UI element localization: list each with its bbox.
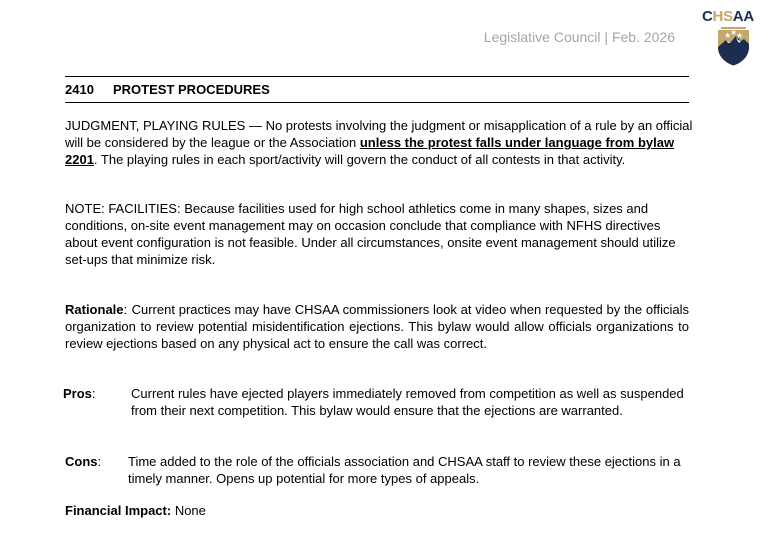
pros-text: Current rules have ejected players immediately removed from competition as well as suspended from their next competition. This bylaw would ensure that the ejections are warranted.: [131, 386, 684, 418]
bylaw-2201-emphasis: unless the protest falls under language from bylaw 2201: [65, 135, 675, 167]
section-heading: [65, 82, 270, 97]
financial-impact-label: Financial Impact:: [65, 503, 172, 518]
svg-text:★: ★: [724, 31, 732, 40]
cons-text: Time added to the role of the officials association and CHSAA staff to review these ejections in a timely manner. Opens up potential for more types of appeals.: [128, 454, 681, 486]
rationale-text: Current practices may have CHSAA commissioners look at video when requested by the officials organization to review potential misidentification ejections. This bylaw would allow officials organizations to review ejections based on any physical act to ensure the call was correct.: [65, 302, 689, 351]
rationale-label: Rationale:: [65, 302, 128, 317]
document-header: Legislative Council | Feb. 2026: [483, 29, 675, 45]
pros-label: Pros:: [63, 386, 96, 401]
svg-text:★: ★: [730, 28, 738, 37]
section-rule-bottom: [65, 102, 689, 103]
section-rule-top: [65, 76, 689, 77]
chsaa-shield-mountain-stars-icon: [717, 27, 750, 66]
judgment-paragraph: JUDGMENT, PLAYING RULES — No protests involving the judgment or misapplication of a rule by an official will be considered by the league or the Association unless the protest falls under language from bylaw 2201. The playing rules in each sport/activity will govern the conduct of all contests in that activity.: [65, 118, 693, 167]
logo-wordmark: CHSAA: [702, 8, 754, 25]
chsaa-logo: [700, 8, 766, 60]
facilities-note-paragraph: NOTE: FACILITIES: Because facilities used for high school athletics come in many shapes, sizes and conditions, on-site event management may on occasion conclude that compliance with NFHS directives about event configuration is not feasible. Under all circumstances, onsite event management should utilize set-ups that minimize risk.: [65, 201, 676, 267]
section-number: 2410: [65, 82, 94, 97]
svg-text:★: ★: [736, 31, 744, 40]
section-title: PROTEST PROCEDURES: [113, 82, 270, 97]
financial-impact-value: None: [171, 503, 206, 518]
financial-impact: [65, 503, 206, 518]
cons-label: Cons:: [65, 454, 102, 469]
